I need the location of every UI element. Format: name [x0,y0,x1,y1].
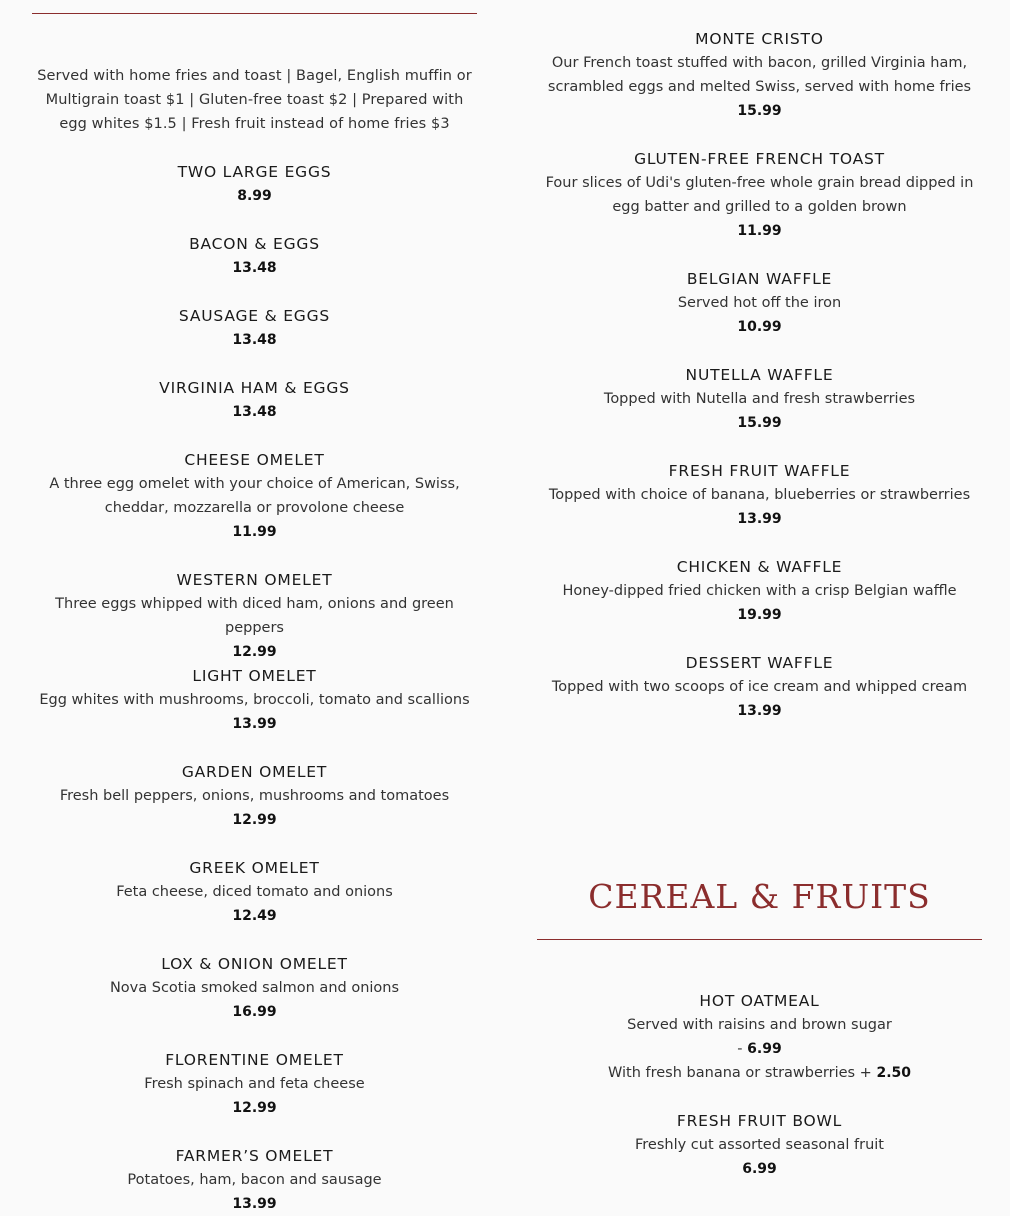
item-name: FRESH FRUIT BOWL [676,1112,843,1130]
item-description: Potatoes, ham, bacon and sausage [127,1172,382,1188]
item-price: 8.99 [237,188,272,204]
menu-item [32,856,477,928]
menu-item [32,760,477,832]
item-price: 12.49 [232,908,277,924]
section-divider [537,939,982,940]
item-description: Honey-dipped fried chicken with a crisp Belgian waffle [562,583,957,599]
menu-item [537,147,982,243]
extra-price: 2.50 [876,1065,911,1081]
item-name: GREEK OMELET [189,859,320,877]
item-description: Served hot off the iron [677,295,842,311]
item-price-line [537,1037,982,1061]
menu-item [32,376,477,424]
item-name: LOX & ONION OMELET [161,955,348,973]
item-description: Fresh bell peppers, onions, mushrooms and tomatoes [59,788,450,804]
item-name: GARDEN OMELET [181,763,328,781]
section-intro: Served with home fries and toast | Bagel, English muffin or Multigrain toast $1 | Gluten-free toast $2 | Prepared with egg whites $1.5 | Fresh fruit instead of home fries $3 [37,68,472,132]
item-name: CHICKEN & WAFFLE [676,558,843,576]
item-name: GLUTEN-FREE FRENCH TOAST [634,150,885,168]
price-prefix: - [737,1041,748,1057]
item-price: 13.48 [232,260,277,276]
menu-item [32,664,477,736]
item-name: WESTERN OMELET [176,571,333,589]
menu-item [537,989,982,1085]
item-price: 6.99 [742,1161,777,1177]
item-price: 15.99 [737,103,782,119]
item-name: DESSERT WAFFLE [685,654,834,672]
item-price: 10.99 [737,319,782,335]
menu-item [537,555,982,627]
item-price: 19.99 [737,607,782,623]
item-name: TWO LARGE EGGS [177,163,332,181]
item-price: 15.99 [737,415,782,431]
menu-item [537,459,982,531]
item-description: A three egg omelet with your choice of American, Swiss, cheddar, mozzarella or provolone cheese [49,476,460,516]
item-price: 13.99 [232,716,277,732]
menu-item [32,448,477,544]
item-description: Topped with two scoops of ice cream and whipped cream [551,679,968,695]
item-price: 13.48 [232,404,277,420]
item-description: Nova Scotia smoked salmon and onions [109,980,400,996]
item-price: 13.99 [737,703,782,719]
item-name: LIGHT OMELET [192,667,317,685]
item-price: 12.99 [232,1100,277,1116]
item-description: Feta cheese, diced tomato and onions [116,884,393,900]
menu-item [32,568,477,664]
menu-item [537,27,982,123]
item-extra-line [537,1061,982,1085]
menu-item [537,1109,982,1181]
extra-text: With fresh banana or strawberries + [607,1065,877,1081]
item-price: 13.99 [737,511,782,527]
item-price: 11.99 [232,524,277,540]
menu-item [537,267,982,339]
item-name: VIRGINIA HAM & EGGS [159,379,350,397]
item-name: BELGIAN WAFFLE [686,270,833,288]
item-name: FARMER’S OMELET [175,1147,334,1165]
item-name: MONTE CRISTO [695,30,824,48]
item-description: Topped with Nutella and fresh strawberries [603,391,916,407]
item-price: 11.99 [737,223,782,239]
item-description: Served with raisins and brown sugar [627,1017,892,1033]
item-description: Four slices of Udi's gluten-free whole grain bread dipped in egg batter and grilled to a golden brown [545,175,974,215]
item-name: FLORENTINE OMELET [165,1051,344,1069]
menu-item [32,952,477,1024]
item-description: Freshly cut assorted seasonal fruit [635,1137,884,1153]
item-description: Fresh spinach and feta cheese [144,1076,365,1092]
menu-item [32,1144,477,1216]
section-title: CEREAL & FRUITS [588,877,931,916]
menu-item [537,651,982,723]
item-price: 16.99 [232,1004,277,1020]
item-price: 12.99 [232,812,277,828]
menu-item [32,232,477,280]
item-description: Egg whites with mushrooms, broccoli, tomato and scallions [39,692,470,708]
section-divider [32,13,477,14]
item-price: 6.99 [747,1041,782,1057]
item-name: NUTELLA WAFFLE [685,366,834,384]
item-description: Our French toast stuffed with bacon, grilled Virginia ham, scrambled eggs and melted Swiss, served with home fries [547,55,972,95]
menu-item [32,304,477,352]
menu-item [537,363,982,435]
item-name: FRESH FRUIT WAFFLE [668,462,851,480]
item-description: Topped with choice of banana, blueberries or strawberries [548,487,971,503]
item-description: Three eggs whipped with diced ham, onions and green peppers [55,596,454,636]
item-name: HOT OATMEAL [699,992,820,1010]
item-price: 13.99 [232,1196,277,1212]
menu-item [32,160,477,208]
item-name: CHEESE OMELET [184,451,325,469]
item-price: 13.48 [232,332,277,348]
item-name: SAUSAGE & EGGS [178,307,331,325]
item-price: 12.99 [232,644,277,660]
item-name: BACON & EGGS [189,235,320,253]
menu-item [32,1048,477,1120]
